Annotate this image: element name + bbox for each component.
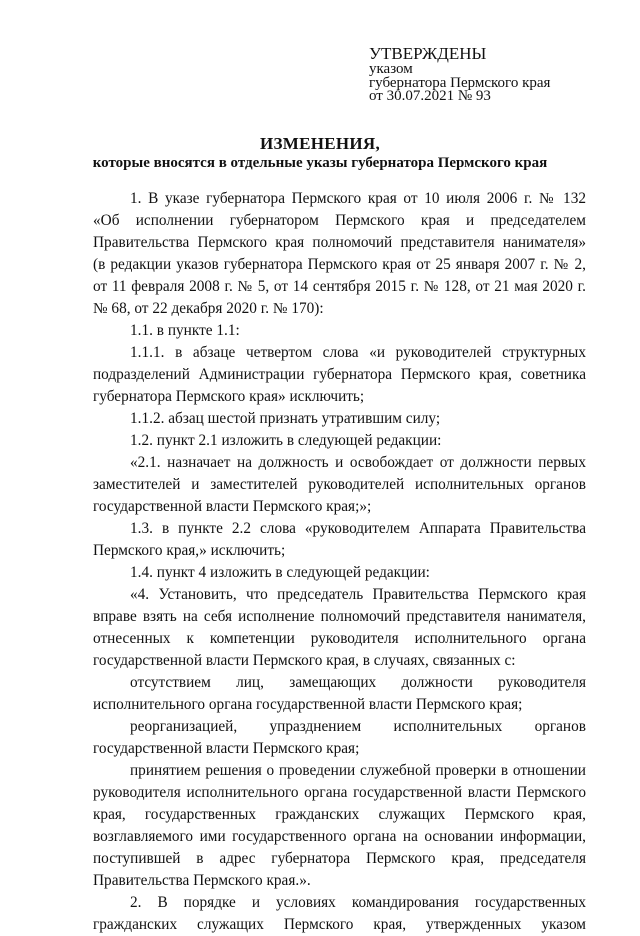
body-line: отсутствием лиц, замещающих должности руководителя	[130, 674, 586, 691]
body-line: исполнительного органа государственной власти Пермского края;	[93, 696, 523, 713]
body-line: заместителей и заместителей руководителей исполнительных органов	[93, 476, 586, 493]
body-line: поступившей в адрес губернатора Пермского края, председателя	[93, 850, 586, 867]
body-line: края, государственных гражданских служащих Пермского края,	[93, 806, 586, 823]
approval-line-1: указом	[369, 61, 413, 77]
body-line: реорганизацией, упразднением исполнительных органов	[130, 718, 586, 735]
body-line: гражданских служащих Пермского края, утвержденных указом	[93, 916, 586, 933]
approval-line-3: от 30.07.2021 № 93	[369, 88, 491, 104]
body-line: 1.3. в пункте 2.2 слова «руководителем Аппарата Правительства	[130, 520, 586, 537]
body-line: «Об исполнении губернатором Пермского края и председателем	[93, 212, 586, 229]
body-line: руководителя исполнительного органа государственной власти Пермского	[93, 784, 586, 801]
approval-line-2: губернатора Пермского края	[369, 74, 551, 91]
body-line: государственной власти Пермского края;»;	[93, 498, 372, 515]
body-line: «2.1. назначает на должность и освобождает от должности первых	[130, 454, 586, 471]
body-line: государственной власти Пермского края;	[93, 740, 360, 757]
document-body	[93, 188, 586, 936]
body-line: Правительства Пермского края.».	[93, 872, 311, 889]
body-line: 1.2. пункт 2.1 изложить в следующей редакции:	[130, 432, 442, 449]
body-line: 1.4. пункт 4 изложить в следующей редакции:	[130, 564, 430, 581]
body-line: принятием решения о проведении служебной проверки в отношении	[130, 762, 586, 779]
approval-title: УТВЕРЖДЕНЫ	[369, 44, 487, 63]
body-line: № 68, от 22 декабря 2020 г. № 170):	[93, 300, 324, 317]
document-title: ИЗМЕНЕНИЯ,	[259, 134, 381, 153]
body-line: (в редакции указов губернатора Пермского края от 25 января 2007 г. № 2,	[93, 256, 586, 273]
body-line: от 11 февраля 2008 г. № 5, от 14 сентября 2015 г. № 128, от 21 мая 2020 г.	[93, 278, 586, 295]
body-line: Пермского края,» исключить;	[93, 542, 286, 559]
document-subtitle: которые вносятся в отдельные указы губернатора Пермского края	[92, 155, 548, 171]
body-line: 1.1.1. в абзаце четвертом слова «и руководителей структурных	[130, 344, 586, 361]
body-line: Правительства Пермского края полномочий представителя нанимателя»	[93, 234, 586, 251]
body-line: подразделений Администрации губернатора Пермского края, советника	[93, 366, 586, 383]
body-line: 2. В порядке и условиях командирования государственных	[130, 894, 586, 911]
approval-block	[369, 45, 550, 104]
body-line: 1.1. в пункте 1.1:	[130, 322, 240, 339]
body-line: вправе взять на себя исполнение полномочий представителя нанимателя,	[93, 608, 586, 625]
body-line: возглавляемого ими государственного органа на основании информации,	[93, 828, 586, 845]
body-line: 1.1.2. абзац шестой признать утратившим силу;	[130, 410, 441, 427]
body-line: губернатора Пермского края» исключить;	[93, 388, 365, 405]
body-line: 1. В указе губернатора Пермского края от 10 июля 2006 г. № 132	[130, 190, 586, 207]
body-line: «4. Установить, что председатель Правительства Пермского края	[130, 586, 586, 603]
body-line: государственной власти Пермского края, в случаях, связанных с:	[93, 652, 516, 669]
body-line: отнесенных к компетенции руководителя исполнительного органа	[93, 630, 586, 647]
